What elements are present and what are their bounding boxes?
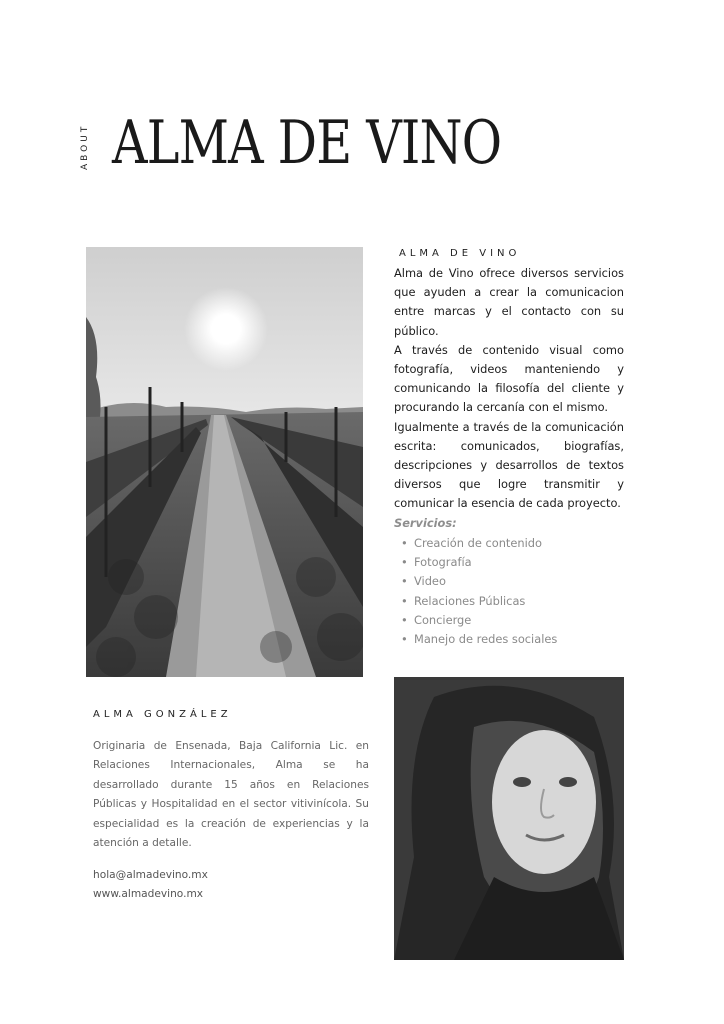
services-title: Servicios:: [394, 516, 457, 530]
about-label: ABOUT: [80, 123, 90, 170]
intro-paragraph: Alma de Vino ofrece diversos servicios que ayuden a crear la comunicacion entre marcas y el contacto con su público.: [394, 266, 624, 338]
service-item: • Relaciones Públicas: [394, 592, 557, 611]
intro-heading: ALMA DE VINO: [399, 248, 521, 259]
contact-website[interactable]: www.almadevino.mx: [93, 888, 204, 900]
intro-paragraph: Igualmente a través de la comunicación escrita: comunicados, biografías, descripciones y desarrollos de textos diversos que logre transmitir y comunicar la esencia de cada proyecto.: [394, 419, 624, 511]
page-title: ALMA DE VINO: [112, 108, 502, 178]
intro-paragraph: A través de contenido visual como fotografía, videos manteniendo y comunicando la filosofía del cliente y procurando la cercanía con el mismo.: [394, 342, 624, 415]
service-item: • Manejo de redes sociales: [394, 630, 557, 649]
intro-text: [394, 264, 624, 514]
service-item: • Concierge: [394, 611, 557, 630]
portrait-photo: [394, 677, 624, 960]
vineyard-photo: [86, 247, 363, 677]
service-item: • Creación de contenido: [394, 534, 557, 553]
service-item: • Fotografía: [394, 553, 557, 572]
profile-bio: Originaria de Ensenada, Baja California Lic. en Relaciones Internacionales, Alma se ha desarrollado durante 15 años en Relaciones Públicas y Hospitalidad en el sector vitivinícola. Su especialidad es la creación de experiencias y la atención a detalle.: [93, 740, 369, 850]
profile-name: ALMA GONZÁLEZ: [93, 709, 232, 720]
services-list: [394, 534, 557, 649]
contact-email[interactable]: hola@almadevino.mx: [93, 869, 208, 881]
service-item: • Video: [394, 572, 557, 591]
